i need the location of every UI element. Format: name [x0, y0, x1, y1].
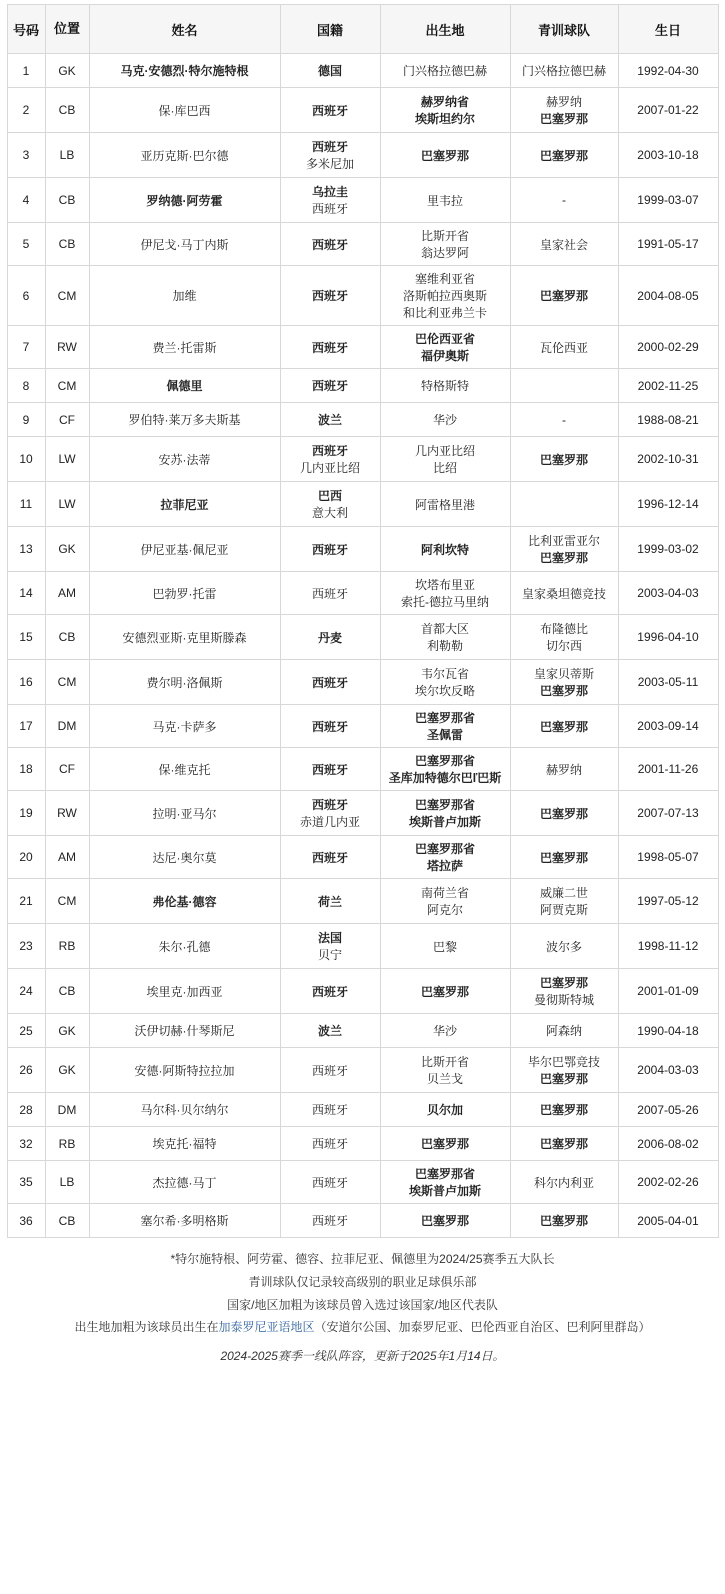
cell-player-name: 塞尔希·多明格斯: [89, 1204, 280, 1238]
cell-position: DM: [45, 705, 89, 748]
table-row: [7, 437, 718, 482]
squad-table: [7, 4, 719, 1238]
table-row: [7, 527, 718, 572]
cell-birthday: 2004-03-03: [618, 1048, 718, 1093]
cell-number: 24: [7, 969, 45, 1014]
cell-position: CF: [45, 748, 89, 791]
cell-player-name: 安德·阿斯特拉拉加: [89, 1048, 280, 1093]
cell-nationality: 西班牙: [280, 836, 380, 879]
cell-birthday: 1992-04-30: [618, 54, 718, 88]
cell-number: 18: [7, 748, 45, 791]
cell-youth-team: 巴塞罗那: [510, 791, 618, 836]
cell-birthplace: 南荷兰省 阿克尔: [380, 879, 510, 924]
cell-nationality: 西班牙: [280, 266, 380, 326]
table-row: [7, 879, 718, 924]
table-row: [7, 1127, 718, 1161]
cell-player-name: 马克·安德烈·特尔施特根: [89, 54, 280, 88]
cell-number: 35: [7, 1161, 45, 1204]
cell-nationality: 西班牙: [280, 748, 380, 791]
cell-birthday: 2003-10-18: [618, 133, 718, 178]
cell-youth-team: 威廉二世 阿贾克斯: [510, 879, 618, 924]
cell-birthplace: 赫罗纳省 埃斯坦约尔: [380, 88, 510, 133]
cell-youth-team: 科尔内利亚: [510, 1161, 618, 1204]
note-birthplace-pre: 出生地加粗为该球员出生在: [74, 1320, 219, 1335]
cell-youth-team: 巴塞罗那: [510, 836, 618, 879]
cell-position: CB: [45, 969, 89, 1014]
cell-position: CB: [45, 178, 89, 223]
cell-position: CM: [45, 660, 89, 705]
cell-nationality: 西班牙: [280, 705, 380, 748]
cell-position: RB: [45, 924, 89, 969]
table-row: [7, 791, 718, 836]
cell-birthday: 2007-07-13: [618, 791, 718, 836]
cell-birthplace: 比斯开省 翁达罗阿: [380, 223, 510, 266]
cell-youth-team: 巴塞罗那: [510, 133, 618, 178]
cell-number: 13: [7, 527, 45, 572]
cell-number: 26: [7, 1048, 45, 1093]
table-row: [7, 572, 718, 615]
cell-nationality: 西班牙: [280, 88, 380, 133]
cell-youth-team: 巴塞罗那: [510, 1093, 618, 1127]
cell-number: 15: [7, 615, 45, 660]
cell-youth-team: 巴塞罗那 曼彻斯特城: [510, 969, 618, 1014]
cell-birthplace: 巴塞罗那省 圣佩雷: [380, 705, 510, 748]
cell-number: 8: [7, 369, 45, 403]
cell-youth-team: 巴塞罗那: [510, 437, 618, 482]
cell-number: 16: [7, 660, 45, 705]
cell-position: AM: [45, 572, 89, 615]
cell-youth-team: 皇家贝蒂斯 巴塞罗那: [510, 660, 618, 705]
cell-position: CF: [45, 403, 89, 437]
cell-birthplace: 巴黎: [380, 924, 510, 969]
cell-nationality: 西班牙: [280, 572, 380, 615]
cell-nationality: 乌拉圭 西班牙: [280, 178, 380, 223]
cell-position: GK: [45, 54, 89, 88]
cell-player-name: 佩德里: [89, 369, 280, 403]
col-header-birthplace: 出生地: [380, 5, 510, 54]
note-birthplace-post: （安道尔公国、加泰罗尼亚、巴伦西亚自治区、巴利阿里群岛）: [314, 1320, 651, 1335]
cell-birthplace: 比斯开省 贝兰戈: [380, 1048, 510, 1093]
cell-player-name: 伊尼戈·马丁内斯: [89, 223, 280, 266]
cell-number: 6: [7, 266, 45, 326]
cell-youth-team: 巴塞罗那: [510, 1127, 618, 1161]
cell-player-name: 杰拉德·马丁: [89, 1161, 280, 1204]
cell-player-name: 保·库巴西: [89, 88, 280, 133]
cell-birthplace: 巴塞罗那省 塔拉萨: [380, 836, 510, 879]
table-row: [7, 369, 718, 403]
cell-nationality: 丹麦: [280, 615, 380, 660]
cell-number: 7: [7, 326, 45, 369]
cell-position: LB: [45, 133, 89, 178]
cell-birthday: 1999-03-02: [618, 527, 718, 572]
cell-player-name: 巴勃罗·托雷: [89, 572, 280, 615]
table-row: [7, 54, 718, 88]
cell-position: AM: [45, 836, 89, 879]
cell-birthday: 2004-08-05: [618, 266, 718, 326]
cell-birthday: 2000-02-29: [618, 326, 718, 369]
footer-note: 2024-2025赛季一线队阵容，更新于2025年1月14日。: [220, 1349, 505, 1364]
table-row: [7, 88, 718, 133]
table-row: [7, 836, 718, 879]
cell-birthplace: 巴伦西亚省 福伊奥斯: [380, 326, 510, 369]
cell-youth-team: 巴塞罗那: [510, 1204, 618, 1238]
cell-number: 2: [7, 88, 45, 133]
cell-youth-team: 皇家桑坦德竞技: [510, 572, 618, 615]
cell-player-name: 埃克托·福特: [89, 1127, 280, 1161]
note-nationality: 国家/地区加粗为该球员曾入选过该国家/地区代表队: [227, 1297, 498, 1312]
cell-birthplace: 特格斯特: [380, 369, 510, 403]
cell-nationality: 西班牙: [280, 1127, 380, 1161]
cell-nationality: 波兰: [280, 403, 380, 437]
cell-player-name: 拉菲尼亚: [89, 482, 280, 527]
cell-position: CB: [45, 1204, 89, 1238]
cell-nationality: 德国: [280, 54, 380, 88]
cell-birthplace: 韦尔瓦省 埃尔坎反略: [380, 660, 510, 705]
cell-birthday: 2003-05-11: [618, 660, 718, 705]
cell-youth-team: [510, 369, 618, 403]
cell-nationality: 巴西 意大利: [280, 482, 380, 527]
cell-nationality: 西班牙: [280, 1161, 380, 1204]
cell-number: 9: [7, 403, 45, 437]
cell-player-name: 安德烈亚斯·克里斯滕森: [89, 615, 280, 660]
cell-youth-team: 门兴格拉德巴赫: [510, 54, 618, 88]
table-row: [7, 1048, 718, 1093]
cell-youth-team: 巴塞罗那: [510, 705, 618, 748]
cell-number: 1: [7, 54, 45, 88]
cell-position: GK: [45, 1048, 89, 1093]
cell-youth-team: 阿森纳: [510, 1014, 618, 1048]
cell-birthday: 1999-03-07: [618, 178, 718, 223]
col-header-nationality: 国籍: [280, 5, 380, 54]
cell-birthday: 2002-11-25: [618, 369, 718, 403]
cell-youth-team: -: [510, 178, 618, 223]
cell-birthplace: 坎塔布里亚 索托-德拉马里纳: [380, 572, 510, 615]
table-row: [7, 1093, 718, 1127]
cell-position: LB: [45, 1161, 89, 1204]
table-row: [7, 705, 718, 748]
cell-youth-team: 赫罗纳 巴塞罗那: [510, 88, 618, 133]
cell-birthplace: 巴塞罗那: [380, 133, 510, 178]
cell-position: GK: [45, 1014, 89, 1048]
cell-nationality: 西班牙: [280, 527, 380, 572]
table-row: [7, 403, 718, 437]
cell-youth-team: 赫罗纳: [510, 748, 618, 791]
cell-youth-team: [510, 482, 618, 527]
cell-nationality: 西班牙: [280, 660, 380, 705]
cell-number: 32: [7, 1127, 45, 1161]
cell-number: 17: [7, 705, 45, 748]
cell-birthplace: 门兴格拉德巴赫: [380, 54, 510, 88]
cell-birthday: 2001-11-26: [618, 748, 718, 791]
cell-position: RB: [45, 1127, 89, 1161]
table-header-row: [7, 5, 718, 54]
cell-player-name: 加维: [89, 266, 280, 326]
cell-number: 14: [7, 572, 45, 615]
cell-number: 23: [7, 924, 45, 969]
cell-player-name: 保·维克托: [89, 748, 280, 791]
cell-player-name: 安苏·法蒂: [89, 437, 280, 482]
cell-position: GK: [45, 527, 89, 572]
cell-position: CM: [45, 369, 89, 403]
cell-number: 19: [7, 791, 45, 836]
cell-position: LW: [45, 482, 89, 527]
cell-number: 25: [7, 1014, 45, 1048]
cell-birthplace: 首都大区 利勒勒: [380, 615, 510, 660]
cell-youth-team: 巴塞罗那: [510, 266, 618, 326]
col-header-birthday: 生日: [618, 5, 718, 54]
cell-nationality: 西班牙 多米尼加: [280, 133, 380, 178]
cell-nationality: 西班牙: [280, 969, 380, 1014]
cell-birthplace: 巴塞罗那省 圣库加特德尔巴ľ巴斯: [380, 748, 510, 791]
cell-birthplace: 阿雷格里港: [380, 482, 510, 527]
cell-player-name: 弗伦基·德容: [89, 879, 280, 924]
cell-birthday: 2007-01-22: [618, 88, 718, 133]
note-youth: 青训球队仅记录较高级别的职业足球俱乐部: [248, 1274, 477, 1289]
cell-position: CB: [45, 615, 89, 660]
table-row: [7, 1204, 718, 1238]
cell-birthplace: 塞维利亚省 洛斯帕拉西奥斯 和比利亚弗兰卡: [380, 266, 510, 326]
cell-player-name: 达尼·奥尔莫: [89, 836, 280, 879]
table-row: [7, 133, 718, 178]
cell-player-name: 埃里克·加西亚: [89, 969, 280, 1014]
notes-block: [7, 1248, 718, 1339]
cell-nationality: 西班牙 几内亚比绍: [280, 437, 380, 482]
table-row: [7, 615, 718, 660]
cell-birthday: 2003-04-03: [618, 572, 718, 615]
cell-birthday: 2005-04-01: [618, 1204, 718, 1238]
table-row: [7, 178, 718, 223]
note-captains: *特尔施特根、阿劳霍、德容、拉菲尼亚、佩德里为2024/25赛季五大队长: [170, 1252, 555, 1266]
cell-number: 20: [7, 836, 45, 879]
cell-birthday: 1991-05-17: [618, 223, 718, 266]
squad-table-body: [7, 54, 718, 1238]
table-row: [7, 266, 718, 326]
cell-number: 21: [7, 879, 45, 924]
cell-position: RW: [45, 326, 89, 369]
cell-youth-team: 布隆德比 切尔西: [510, 615, 618, 660]
cell-position: CB: [45, 223, 89, 266]
cell-youth-team: 比利亚雷亚尔 巴塞罗那: [510, 527, 618, 572]
col-header-position: 位置: [45, 5, 89, 54]
cell-number: 11: [7, 482, 45, 527]
cell-birthday: 2003-09-14: [618, 705, 718, 748]
cell-position: LW: [45, 437, 89, 482]
cell-birthday: 2006-08-02: [618, 1127, 718, 1161]
cell-player-name: 沃伊切赫·什琴斯尼: [89, 1014, 280, 1048]
cell-birthplace: 贝尔加: [380, 1093, 510, 1127]
cell-player-name: 亚历克斯·巴尔德: [89, 133, 280, 178]
col-header-name: 姓名: [89, 5, 280, 54]
cell-nationality: 波兰: [280, 1014, 380, 1048]
table-row: [7, 326, 718, 369]
table-row: [7, 660, 718, 705]
cell-birthday: 1997-05-12: [618, 879, 718, 924]
cell-number: 5: [7, 223, 45, 266]
note-birthplace: [7, 1316, 718, 1339]
cell-birthplace: 巴塞罗那省 埃斯普卢加斯: [380, 1161, 510, 1204]
cell-birthplace: 巴塞罗那省 埃斯普卢加斯: [380, 791, 510, 836]
cell-birthplace: 阿利坎特: [380, 527, 510, 572]
cell-player-name: 罗纳德·阿劳霍: [89, 178, 280, 223]
table-row: [7, 748, 718, 791]
cell-player-name: 马尔科·贝尔纳尔: [89, 1093, 280, 1127]
cell-number: 36: [7, 1204, 45, 1238]
cell-position: CB: [45, 88, 89, 133]
cell-position: CM: [45, 879, 89, 924]
cell-number: 10: [7, 437, 45, 482]
cell-nationality: 西班牙: [280, 369, 380, 403]
cell-nationality: 西班牙: [280, 1048, 380, 1093]
table-row: [7, 1161, 718, 1204]
cell-player-name: 罗伯特·莱万多夫斯基: [89, 403, 280, 437]
table-row: [7, 924, 718, 969]
cell-birthday: 2002-02-26: [618, 1161, 718, 1204]
cell-nationality: 西班牙: [280, 1204, 380, 1238]
cell-birthday: 2007-05-26: [618, 1093, 718, 1127]
cell-nationality: 西班牙 赤道几内亚: [280, 791, 380, 836]
cell-birthplace: 华沙: [380, 1014, 510, 1048]
cell-birthday: 1988-08-21: [618, 403, 718, 437]
cell-player-name: 拉明·亚马尔: [89, 791, 280, 836]
cell-player-name: 朱尔·孔德: [89, 924, 280, 969]
cell-player-name: 马克·卡萨多: [89, 705, 280, 748]
cell-birthplace: 巴塞罗那: [380, 969, 510, 1014]
cell-number: 28: [7, 1093, 45, 1127]
cell-birthday: 1998-05-07: [618, 836, 718, 879]
cell-birthday: 1998-11-12: [618, 924, 718, 969]
cell-birthday: 2001-01-09: [618, 969, 718, 1014]
table-row: [7, 223, 718, 266]
cell-youth-team: -: [510, 403, 618, 437]
cell-nationality: 西班牙: [280, 326, 380, 369]
cell-position: RW: [45, 791, 89, 836]
cell-youth-team: 瓦伦西亚: [510, 326, 618, 369]
cell-youth-team: 波尔多: [510, 924, 618, 969]
cell-birthplace: 华沙: [380, 403, 510, 437]
cell-birthday: 2002-10-31: [618, 437, 718, 482]
cell-nationality: 法国 贝宁: [280, 924, 380, 969]
cell-birthplace: 巴塞罗那: [380, 1204, 510, 1238]
cell-number: 3: [7, 133, 45, 178]
col-header-number: 号码: [7, 5, 45, 54]
cell-nationality: 西班牙: [280, 223, 380, 266]
cell-birthday: 1990-04-18: [618, 1014, 718, 1048]
cell-birthplace: 几内亚比绍 比绍: [380, 437, 510, 482]
cell-position: CM: [45, 266, 89, 326]
cell-player-name: 伊尼亚基·佩尼亚: [89, 527, 280, 572]
cell-birthday: 1996-12-14: [618, 482, 718, 527]
catalan-region-link[interactable]: 加泰罗尼亚语地区: [218, 1320, 315, 1335]
cell-player-name: 费尔明·洛佩斯: [89, 660, 280, 705]
cell-nationality: 荷兰: [280, 879, 380, 924]
cell-birthplace: 里韦拉: [380, 178, 510, 223]
cell-birthday: 1996-04-10: [618, 615, 718, 660]
cell-youth-team: 毕尔巴鄂竞技 巴塞罗那: [510, 1048, 618, 1093]
cell-birthplace: 巴塞罗那: [380, 1127, 510, 1161]
cell-nationality: 西班牙: [280, 1093, 380, 1127]
cell-number: 4: [7, 178, 45, 223]
col-header-youth-team: 青训球队: [510, 5, 618, 54]
squad-page: [0, 4, 725, 1374]
cell-player-name: 费兰·托雷斯: [89, 326, 280, 369]
table-row: [7, 969, 718, 1014]
cell-position: DM: [45, 1093, 89, 1127]
table-row: [7, 1014, 718, 1048]
cell-youth-team: 皇家社会: [510, 223, 618, 266]
table-row: [7, 482, 718, 527]
